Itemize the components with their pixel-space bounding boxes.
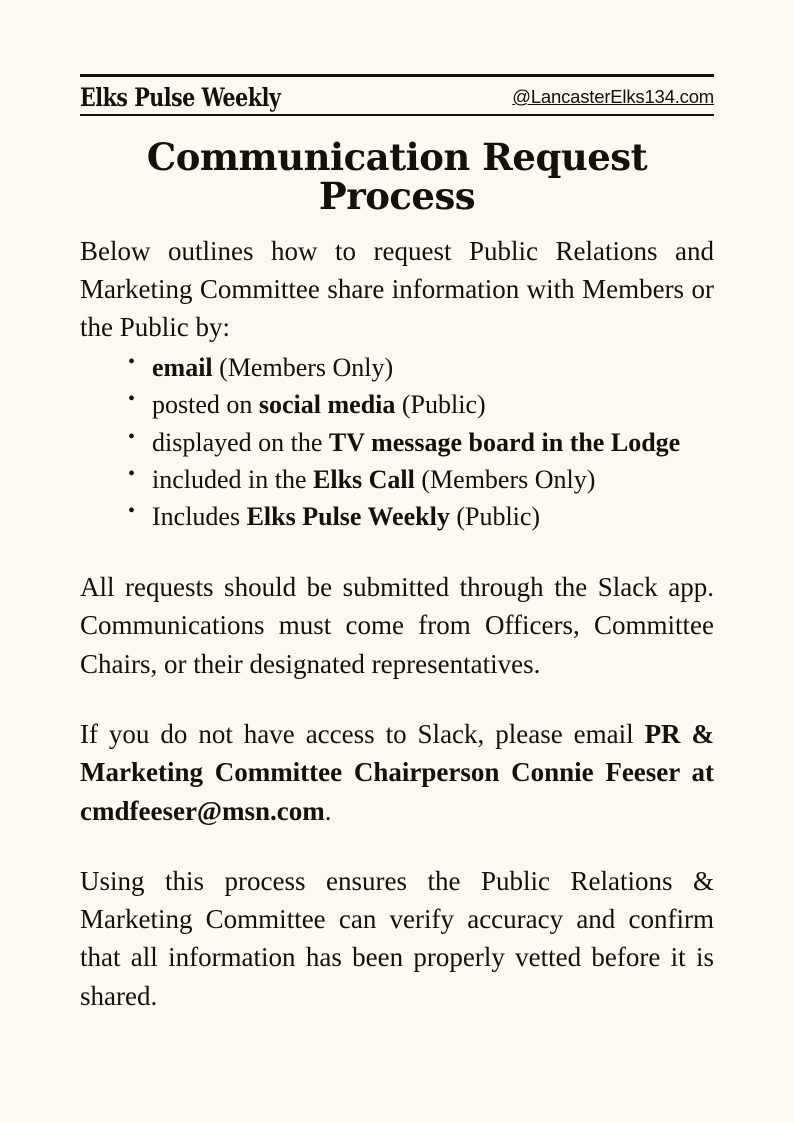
- list-item-text: (Public): [395, 390, 486, 420]
- list-item: [150, 498, 714, 535]
- channel-list: [80, 349, 714, 536]
- paragraph-spacer: [80, 830, 714, 862]
- contact-tail-text: .: [324, 795, 332, 826]
- list-item: [150, 386, 714, 423]
- contact-paragraph: [80, 715, 714, 830]
- closing-paragraph: Using this process ensures the Public Relations & Marketing Committee can verify accuracy and confirm that all information has been properly vetted before it is shared.: [80, 865, 714, 1011]
- paragraph-spacer: [80, 536, 714, 568]
- list-item-bold: social media: [258, 390, 396, 420]
- list-item-pre: included in the: [152, 464, 314, 494]
- list-item-bold: email: [152, 352, 213, 382]
- list-item-text: (Members Only): [212, 352, 394, 382]
- masthead-title: Elks Pulse Weekly: [80, 83, 281, 112]
- list-item-bold: TV message board in the Lodge: [328, 427, 681, 457]
- list-item-text: (Members Only): [414, 464, 596, 494]
- list-item-pre: posted on: [152, 390, 259, 420]
- page-title: Communication Request Process: [146, 135, 648, 218]
- list-item-bold: Elks Pulse Weekly: [246, 502, 450, 532]
- contact-lead-text: If you do not have access to Slack, please email: [80, 718, 645, 749]
- list-item: [150, 424, 714, 461]
- masthead: [80, 74, 714, 116]
- list-item: [150, 349, 714, 386]
- contact-bold-text: PR & Marketing Committee Chairperson Connie Feeser at cmdfeeser@msn.com: [80, 718, 714, 826]
- list-item-text: (Public): [449, 502, 541, 532]
- submission-paragraph: All requests should be submitted through the Slack app. Communications must come from Officers, Committee Chairs, or their designated representatives.: [80, 571, 714, 679]
- intro-paragraph: Below outlines how to request Public Relations and Marketing Committee share information with Members or the Public by:: [80, 235, 714, 343]
- list-item-pre: displayed on the: [152, 427, 329, 457]
- masthead-handle-link[interactable]: @LancasterElks134.com: [512, 86, 714, 107]
- list-item-pre: Includes: [152, 502, 247, 532]
- paragraph-spacer: [80, 683, 714, 715]
- list-item-bold: Elks Call: [313, 464, 415, 494]
- list-item: [150, 461, 714, 498]
